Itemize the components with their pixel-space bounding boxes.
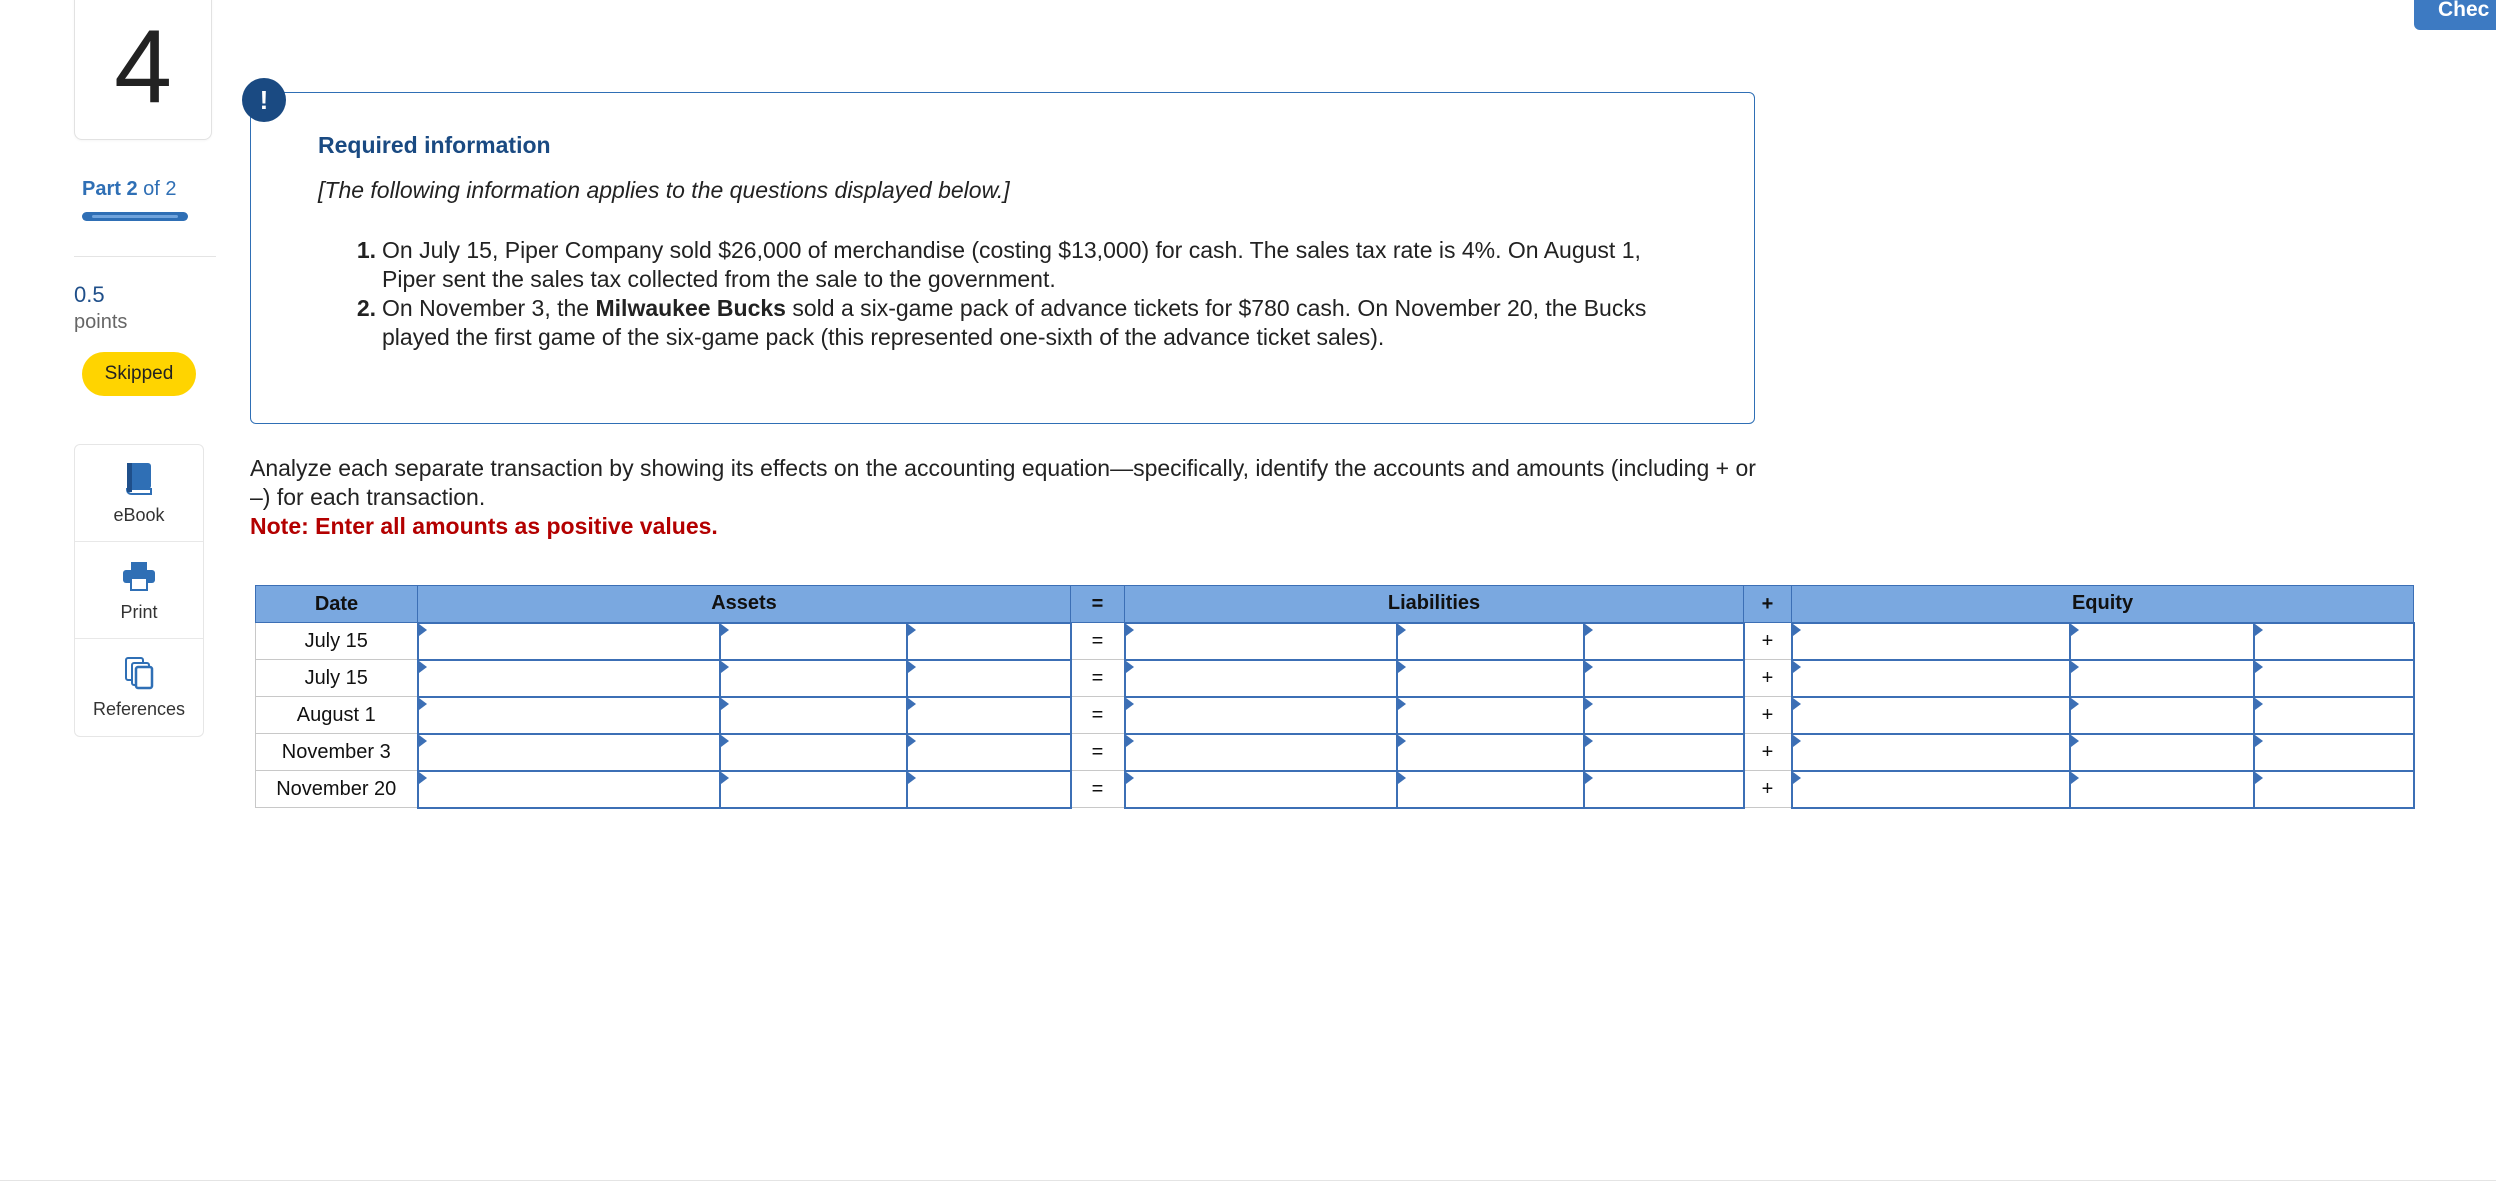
equals-sign: = <box>1071 771 1125 808</box>
equity-account-dropdown-input[interactable] <box>1793 772 2069 807</box>
equity-account-dropdown-input[interactable] <box>1793 735 2069 770</box>
equity-amount-cell[interactable] <box>2254 771 2414 808</box>
references-button[interactable] <box>75 639 203 736</box>
liabilities-amount-cell-input[interactable] <box>1398 624 1583 659</box>
check-button[interactable]: Chec <box>2414 0 2496 30</box>
liabilities-amount-cell-input[interactable] <box>1585 735 1743 770</box>
plus-sign: + <box>1744 771 1792 808</box>
equity-amount-cell-input[interactable] <box>2255 772 2413 807</box>
plus-sign: + <box>1744 734 1792 771</box>
liabilities-amount-cell-input[interactable] <box>1398 735 1583 770</box>
assets-account-dropdown-input[interactable] <box>419 772 719 807</box>
list-item-number: 2. <box>356 295 376 321</box>
plus-sign: + <box>1744 697 1792 734</box>
required-info-subtitle: [The following information applies to the questions displayed below.] <box>318 177 1010 203</box>
assets-amount-cell[interactable] <box>720 623 907 660</box>
liabilities-amount-cell-input[interactable] <box>1585 661 1743 696</box>
equity-amount-cell[interactable] <box>2254 660 2414 697</box>
equity-account-dropdown[interactable] <box>1792 771 2070 808</box>
liabilities-amount-cell-input[interactable] <box>1585 698 1743 733</box>
list-item <box>348 236 1668 294</box>
points-value: 0.5 <box>74 282 105 307</box>
assets-account-dropdown-input[interactable] <box>419 624 719 659</box>
assets-amount-cell[interactable] <box>907 734 1071 771</box>
liabilities-amount-cell[interactable] <box>1584 660 1744 697</box>
liabilities-account-dropdown-input[interactable] <box>1126 661 1396 696</box>
assets-amount-cell-input[interactable] <box>721 772 906 807</box>
print-label: Print <box>120 601 158 622</box>
printer-icon <box>122 558 156 594</box>
equity-amount-cell-input[interactable] <box>2071 735 2253 770</box>
equity-amount-cell[interactable] <box>2070 771 2254 808</box>
liabilities-account-dropdown[interactable] <box>1125 697 1397 734</box>
assets-amount-cell[interactable] <box>907 660 1071 697</box>
equity-amount-cell[interactable] <box>2254 623 2414 660</box>
assets-amount-cell-input[interactable] <box>908 772 1070 807</box>
points-label: points <box>74 311 128 333</box>
assets-account-dropdown[interactable] <box>418 734 720 771</box>
status-badge: Skipped <box>82 352 196 396</box>
equity-account-dropdown-input[interactable] <box>1793 661 2069 696</box>
table-row <box>256 771 2414 808</box>
liabilities-amount-cell-input[interactable] <box>1398 698 1583 733</box>
liabilities-amount-cell[interactable] <box>1584 771 1744 808</box>
part-of-text: of 2 <box>143 178 177 200</box>
equity-account-dropdown[interactable] <box>1792 734 2070 771</box>
assets-amount-cell-input[interactable] <box>908 735 1070 770</box>
assets-amount-cell[interactable] <box>720 660 907 697</box>
references-label: References <box>92 699 186 719</box>
assets-amount-cell[interactable] <box>907 623 1071 660</box>
row-date: July 15 <box>256 660 418 697</box>
liabilities-amount-cell[interactable] <box>1584 734 1744 771</box>
liabilities-amount-cell[interactable] <box>1397 697 1584 734</box>
liabilities-account-dropdown[interactable] <box>1125 660 1397 697</box>
accounting-equation-table <box>255 585 2415 809</box>
liabilities-account-dropdown[interactable] <box>1125 734 1397 771</box>
question-number: 4 <box>114 9 172 125</box>
list-item-number: 1. <box>356 237 376 263</box>
assets-amount-cell[interactable] <box>720 734 907 771</box>
liabilities-account-dropdown-input[interactable] <box>1126 698 1396 733</box>
assets-amount-cell-input[interactable] <box>908 624 1070 659</box>
assets-amount-cell[interactable] <box>720 771 907 808</box>
header-date: Date <box>256 586 418 623</box>
assets-account-dropdown-input[interactable] <box>419 698 719 733</box>
liabilities-amount-cell[interactable] <box>1397 660 1584 697</box>
assets-amount-cell-input[interactable] <box>908 698 1070 733</box>
table-header-row <box>256 586 2414 623</box>
equity-amount-cell[interactable] <box>2254 734 2414 771</box>
assets-account-dropdown-input[interactable] <box>419 661 719 696</box>
equity-amount-cell-input[interactable] <box>2255 624 2413 659</box>
liabilities-amount-cell[interactable] <box>1397 771 1584 808</box>
equals-sign: = <box>1071 734 1125 771</box>
assets-amount-cell-input[interactable] <box>908 661 1070 696</box>
equity-amount-cell[interactable] <box>2070 660 2254 697</box>
liabilities-amount-cell[interactable] <box>1584 623 1744 660</box>
liabilities-account-dropdown-input[interactable] <box>1126 772 1396 807</box>
assets-amount-cell-input[interactable] <box>721 698 906 733</box>
copy-documents-icon <box>124 655 154 691</box>
liabilities-amount-cell[interactable] <box>1397 734 1584 771</box>
liabilities-account-dropdown[interactable] <box>1125 623 1397 660</box>
assets-amount-cell[interactable] <box>907 697 1071 734</box>
table-row <box>256 660 2414 697</box>
assets-account-dropdown-input[interactable] <box>419 735 719 770</box>
assets-amount-cell-input[interactable] <box>721 624 906 659</box>
list-item-text <box>382 294 1668 352</box>
header-equity: Equity <box>1792 586 2414 623</box>
liabilities-amount-cell-input[interactable] <box>1585 624 1743 659</box>
assets-amount-cell-input[interactable] <box>721 735 906 770</box>
assets-account-dropdown[interactable] <box>418 623 720 660</box>
header-assets: Assets <box>418 586 1071 623</box>
equity-amount-cell-input[interactable] <box>2255 735 2413 770</box>
sidebar-divider <box>74 256 216 257</box>
row-date: November 20 <box>256 771 418 808</box>
header-liabilities: Liabilities <box>1125 586 1744 623</box>
assets-amount-cell[interactable] <box>907 771 1071 808</box>
list-item-text-start: On November 3, the <box>382 295 596 321</box>
equity-amount-cell[interactable] <box>2254 697 2414 734</box>
list-item-text-end: sold a six-game pack of advance tickets for $780 cash. On November 20, the Bucks played the first game of the six-game pack (this represented one-sixth of the advance ticket sales). <box>382 295 1647 350</box>
liabilities-account-dropdown-input[interactable] <box>1126 735 1396 770</box>
equity-amount-cell-input[interactable] <box>2255 661 2413 696</box>
plus-sign: + <box>1744 660 1792 697</box>
table-row <box>256 623 2414 660</box>
note-text: Note: Enter all amounts as positive values. <box>250 513 718 539</box>
row-date: August 1 <box>256 697 418 734</box>
tools-panel <box>74 444 204 737</box>
liabilities-account-dropdown-input[interactable] <box>1126 624 1396 659</box>
equity-account-dropdown-input[interactable] <box>1793 698 2069 733</box>
assets-amount-cell[interactable] <box>720 697 907 734</box>
assets-account-dropdown[interactable] <box>418 660 720 697</box>
list-item-text: On July 15, Piper Company sold $26,000 of merchandise (costing $13,000) for cash. The sales tax rate is 4%. On August 1, Piper sent the sales tax collected from the sale to the government. <box>382 237 1641 292</box>
liabilities-account-dropdown[interactable] <box>1125 771 1397 808</box>
assets-amount-cell-input[interactable] <box>721 661 906 696</box>
equity-amount-cell-input[interactable] <box>2071 698 2253 733</box>
table-row <box>256 734 2414 771</box>
row-date: November 3 <box>256 734 418 771</box>
liabilities-amount-cell-input[interactable] <box>1398 772 1583 807</box>
part-progress-bar <box>82 212 188 221</box>
ebook-button[interactable] <box>75 445 203 542</box>
equity-amount-cell-input[interactable] <box>2255 698 2413 733</box>
part-label: Part <box>82 178 121 200</box>
list-item <box>348 294 1668 352</box>
row-date: July 15 <box>256 623 418 660</box>
assets-account-dropdown[interactable] <box>418 697 720 734</box>
header-plus: + <box>1744 586 1792 623</box>
plus-sign: + <box>1744 623 1792 660</box>
alert-icon: ! <box>242 78 286 122</box>
required-info-list <box>348 236 1668 352</box>
equals-sign: = <box>1071 623 1125 660</box>
equity-amount-cell[interactable] <box>2070 697 2254 734</box>
equity-amount-cell[interactable] <box>2070 623 2254 660</box>
equity-amount-cell-input[interactable] <box>2071 661 2253 696</box>
equity-amount-cell-input[interactable] <box>2071 772 2253 807</box>
question-number-card <box>74 0 212 140</box>
part-indicator <box>82 178 177 201</box>
equity-account-dropdown[interactable] <box>1792 697 2070 734</box>
print-button[interactable] <box>75 542 203 639</box>
liabilities-amount-cell[interactable] <box>1584 697 1744 734</box>
ebook-label: eBook <box>113 504 165 525</box>
liabilities-amount-cell-input[interactable] <box>1398 661 1583 696</box>
liabilities-amount-cell[interactable] <box>1397 623 1584 660</box>
liabilities-amount-cell-input[interactable] <box>1585 772 1743 807</box>
assets-account-dropdown[interactable] <box>418 771 720 808</box>
header-equals: = <box>1071 586 1125 623</box>
instructions-text: Analyze each separate transaction by showing its effects on the accounting equation—specifically, identify the accounts and amounts (including + or –) for each transaction. <box>250 455 1756 510</box>
required-info-title: Required information <box>318 132 551 158</box>
page-bottom-divider <box>0 1180 2496 1181</box>
part-current: 2 <box>126 178 138 200</box>
equity-amount-cell-input[interactable] <box>2071 624 2253 659</box>
list-item-bold-name: Milwaukee Bucks <box>595 295 786 321</box>
equity-account-dropdown-input[interactable] <box>1793 624 2069 659</box>
equity-account-dropdown[interactable] <box>1792 660 2070 697</box>
equals-sign: = <box>1071 660 1125 697</box>
equity-amount-cell[interactable] <box>2070 734 2254 771</box>
table-row <box>256 697 2414 734</box>
book-icon <box>124 461 154 497</box>
equity-account-dropdown[interactable] <box>1792 623 2070 660</box>
equals-sign: = <box>1071 697 1125 734</box>
